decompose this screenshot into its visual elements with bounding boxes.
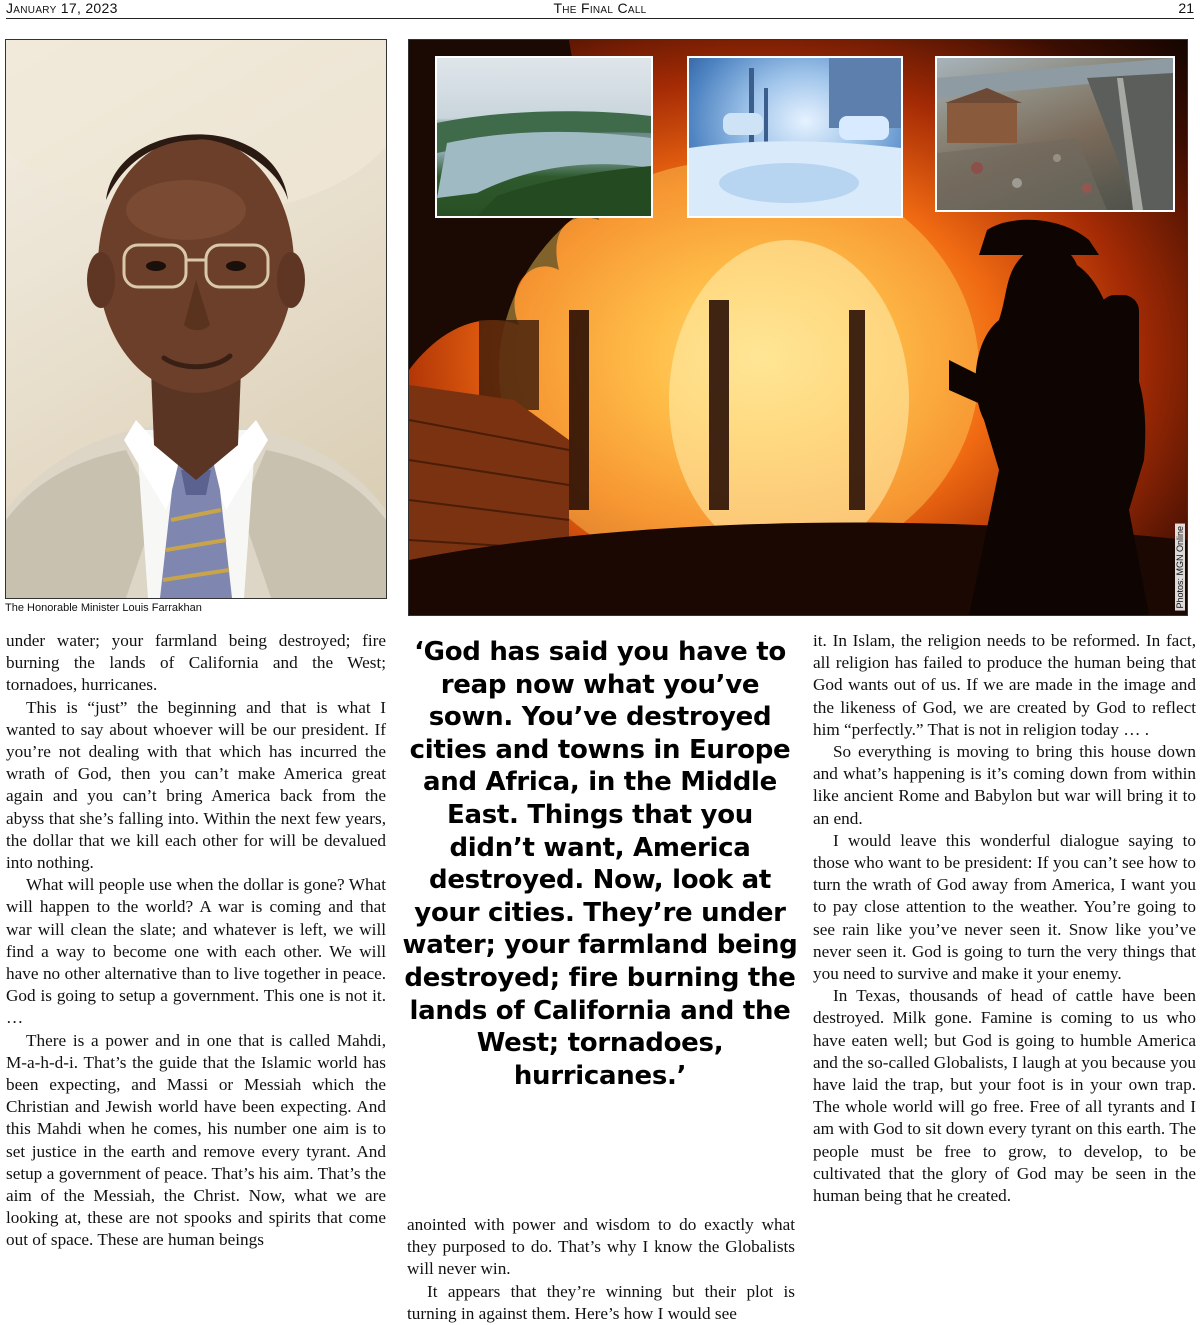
portrait-photo — [5, 39, 387, 599]
paragraph: So everything is moving to bring this house down and what’s happening is it’s coming down from within like ancient Rome and Babylon but war will bring it to an end. — [813, 742, 1196, 828]
fire-photo — [408, 39, 1188, 616]
issue-date: January 17, 2023 — [6, 0, 118, 16]
paragraph: I would leave this wonderful dialogue saying to those who want to be president: If you can’t see how to turn the wrath of God away from America, I want you to pay close attention to the weather. You’re going to see rain like you’ve never seen it. Snow like you’ve never seen it. God is going to turn the very things that you need to survive and make it your enemy. — [813, 830, 1196, 984]
flood-inset-photo — [435, 56, 653, 218]
paragraph: What will people use when the dollar is gone? What will happen to the world? A war is coming and that war will clean the slate; and whatever is left, we will find a way to become one with each other. We will have no other alternative than to live together in peace. God is going to setup a government. This one is not it. … — [6, 875, 386, 1028]
tornado-damage-illustration — [937, 58, 1173, 210]
paragraph: This is “just” the beginning and that is what I wanted to say about whoever will be our president. If you’re not dealing with that which has incurred the wrath of God, then you can’t make America great again and you can’t bring America back from the abyss that she’s falling into. Within the next few years, the dollar that we kill each other for will be devalued into nothing. — [6, 697, 386, 873]
snow-inset-photo — [687, 56, 903, 218]
paragraph: There is a power and in one that is called Mahdi, M-a-h-d-i. That’s the guide that the Islamic world has been expecting, and Massi or Messiah which the Christian and Jewish world have been expecting. And this Mahdi when he comes, his number one aim is to set justice in the earth and remove every tyrant. And setup a government of peace. That’s his aim. That’s the aim of the Messiah, the Christ. Now, what we are looking at, these are not spooks and spirits that come out of space. These are human beings — [6, 1030, 386, 1250]
paragraph: anointed with power and wisdom to do exactly what they purposed to do. That’s why I know the Globalists will never win. — [407, 1215, 795, 1279]
page-header — [6, 0, 1194, 19]
tornado-damage-inset-photo — [935, 56, 1175, 212]
photo-credit: Photos: MGN Online — [1175, 526, 1185, 609]
article-column-middle — [407, 1214, 795, 1325]
page-number: 21 — [1178, 0, 1194, 16]
snow-illustration — [689, 58, 901, 216]
paragraph: It appears that they’re winning but their plot is turning in against them. Here’s how I would see — [407, 1281, 795, 1323]
pull-quote: ‘God has said you have to reap now what you’ve sown. You’ve destroyed cities and towns in Europe and Africa, in the Middle East. Things that you didn’t want, America destroyed. Now, look at your cities. They’re under water; your farmland being destroyed; fire burning the lands of California and the West; tornadoes, hurricanes.’ — [402, 637, 798, 1091]
article-column-right — [813, 630, 1196, 1207]
paragraph: it. In Islam, the religion needs to be reformed. In fact, all religion has failed to produce the human being that God wants out of us. If we are made in the image and the likeness of God, we are created by God to reflect him “perfectly.” That is not in religion today … . — [813, 631, 1196, 739]
publication-name: The Final Call — [553, 0, 647, 16]
photo-caption: The Honorable Minister Louis Farrakhan — [5, 602, 202, 614]
paragraph: In Texas, thousands of head of cattle have been destroyed. Milk gone. Famine is coming to us who have eaten well; but God is going to humble America and the so-called Globalists, I laugh at you because you have laid the trap, but your foot is in your own trap. The whole world will go free. Free of all tyrants and I am with God to sit down every tyrant on this earth. The people must be free to grow, to develop, to be cultivated that the glory of God may be seen in the human being that he created. — [813, 986, 1196, 1206]
paragraph: under water; your farmland being destroyed; fire burning the lands of California and the West; tornadoes, hurricanes. — [6, 631, 386, 695]
article-column-left — [6, 630, 386, 1252]
flood-illustration — [437, 58, 651, 216]
portrait-illustration — [6, 40, 386, 598]
